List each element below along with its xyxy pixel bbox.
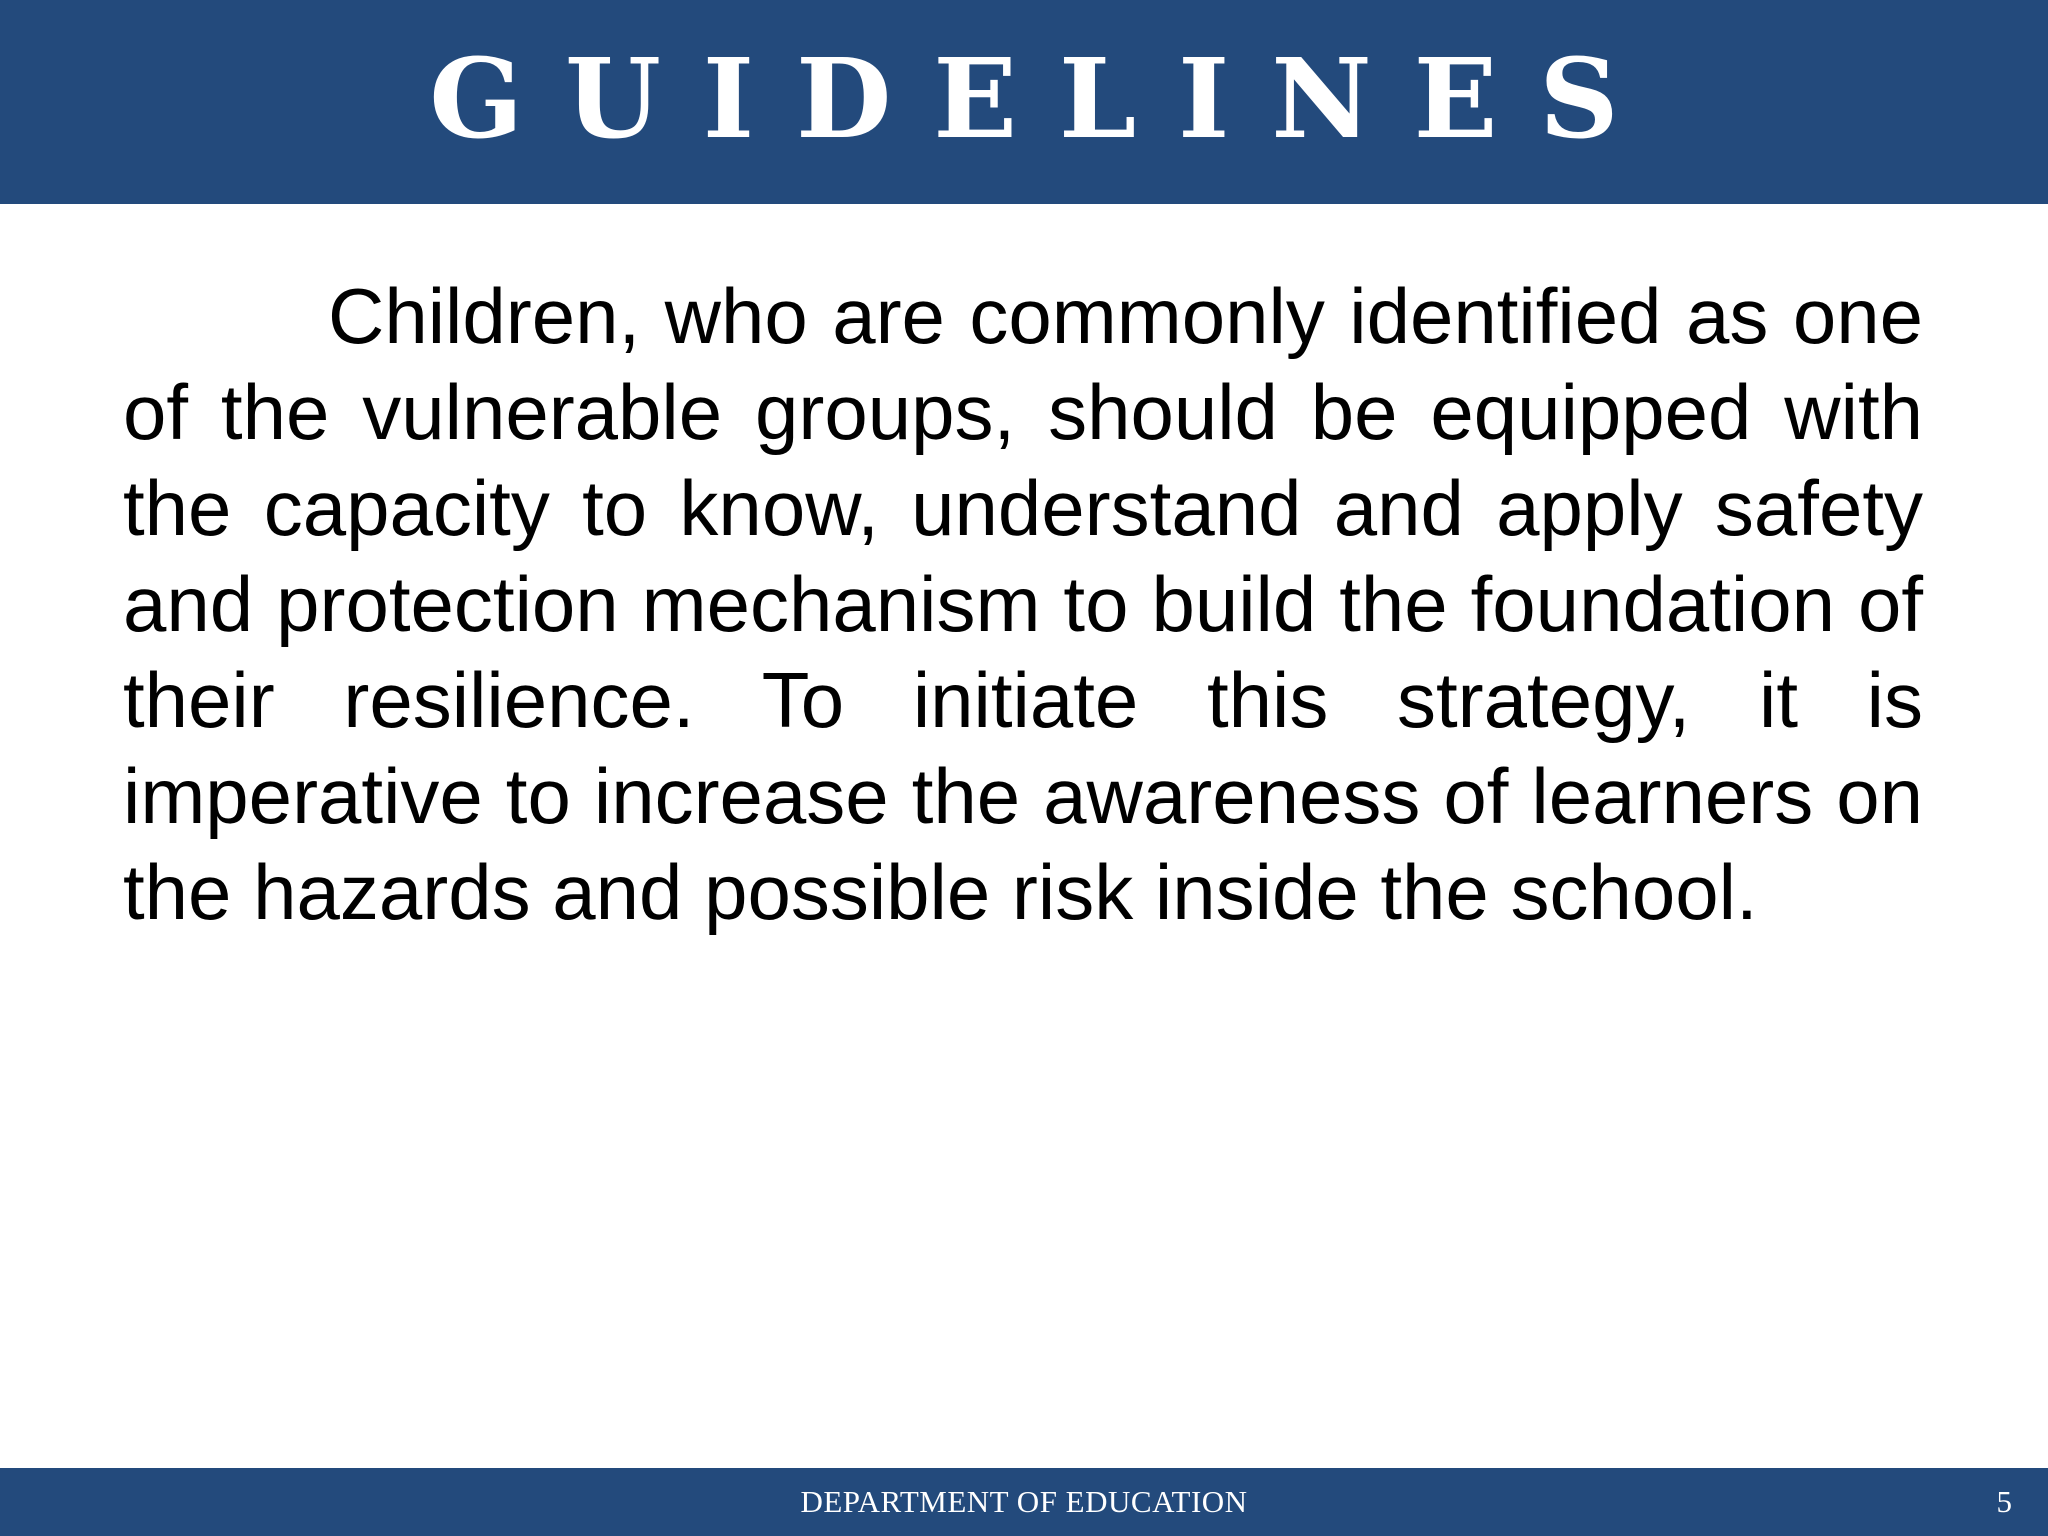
- header-band: [0, 0, 2048, 204]
- footer-organization: DEPARTMENT OF EDUCATION: [800, 1484, 1248, 1519]
- slide-title: GUIDELINES: [429, 34, 1661, 163]
- footer-band: [0, 1468, 2048, 1536]
- body-paragraph: Children, who are commonly identified as one of the vulnerable groups, should be equipped with the capacity to know, understand and apply safety and protection mechanism to build the foundation of their resilience. To initiate this strategy, it is imperative to increase the awareness of learners on the hazards and possible risk inside the school.: [123, 272, 1923, 936]
- page-number: 5: [1996, 1484, 2012, 1519]
